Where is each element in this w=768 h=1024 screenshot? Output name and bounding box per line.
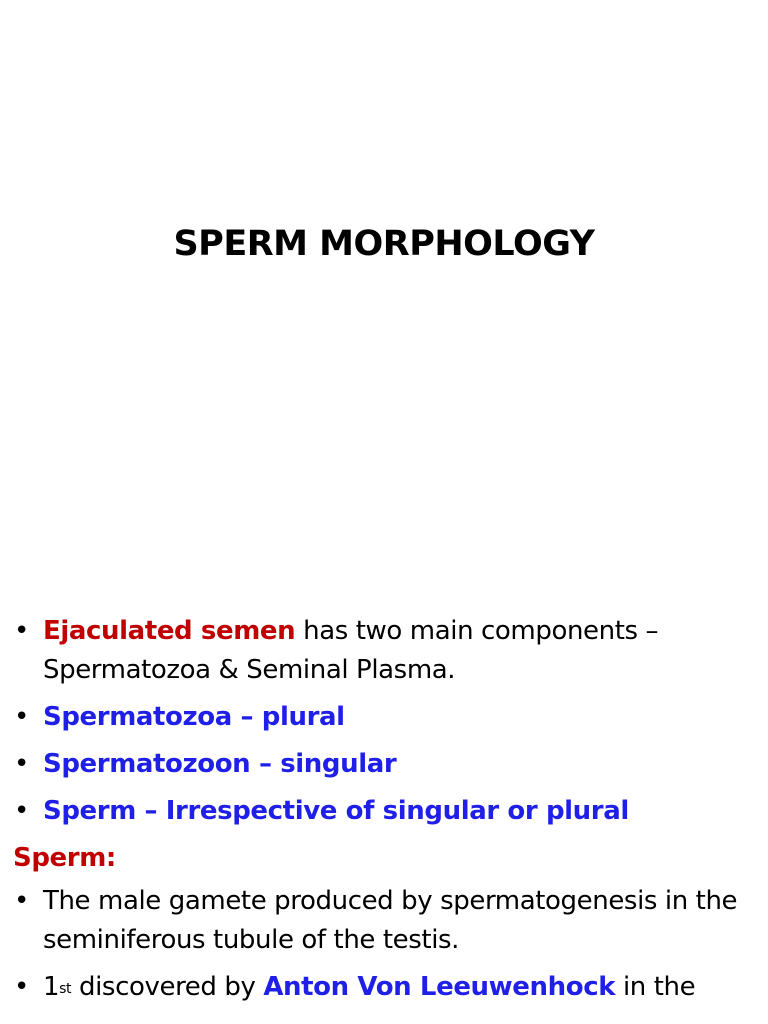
- bullet-text: Spermatozoon – singular: [43, 749, 397, 779]
- bullet-highlight: Ejaculated semen: [43, 616, 296, 646]
- bullet-male-gamete: [0, 882, 768, 960]
- bullet-prefix: 1: [43, 972, 60, 1002]
- discoverer-name: Anton Von Leeuwenhock: [263, 972, 616, 1002]
- bullet-text: Sperm – Irrespective of singular or plural: [43, 796, 629, 826]
- bullet-suffix: in the: [615, 972, 696, 1002]
- bullet-spermatozoa: [0, 698, 768, 737]
- slide-body: [0, 612, 768, 1015]
- bullet-text: The male gamete produced by spermatogenesis in the seminiferous tubule of the testis.: [43, 886, 738, 955]
- slide-title: SPERM MORPHOLOGY: [173, 224, 595, 264]
- ordinal-superscript: st: [59, 981, 72, 997]
- heading-text: Sperm:: [13, 843, 116, 873]
- bullet-spermatozoon: [0, 745, 768, 784]
- bullet-discovered-by: [0, 968, 768, 1007]
- bullet-sperm: [0, 792, 768, 831]
- section-heading-sperm: [0, 839, 768, 878]
- bullet-middle: discovered by: [71, 972, 264, 1002]
- bullet-text: has two main components – Spermatozoa & Seminal Plasma.: [43, 616, 659, 685]
- bullet-text: Spermatozoa – plural: [43, 702, 345, 732]
- bullet-ejaculated-semen: [0, 612, 768, 690]
